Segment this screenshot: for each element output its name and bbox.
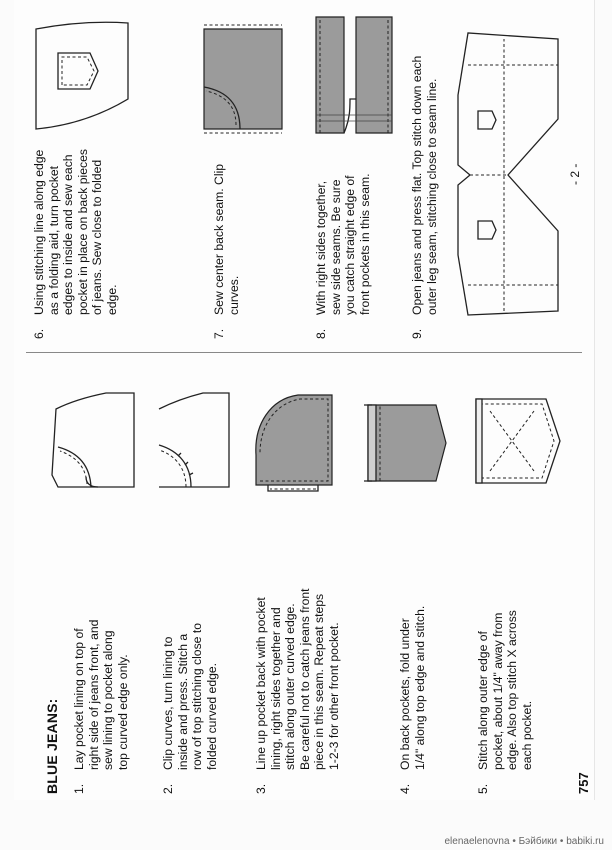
- step-line: row of top stitching close to: [190, 623, 204, 770]
- step-line: front pockets in this seam.: [357, 173, 372, 315]
- step-number: 7.: [212, 328, 226, 339]
- step-line: pocket in place on back pieces: [75, 149, 90, 315]
- step-line: Sew center back seam. Clip: [212, 163, 226, 315]
- step-number: 4.: [398, 783, 412, 794]
- step-line: piece in this seam. Repeat steps: [312, 593, 326, 770]
- step-line: lining, right sides together and: [268, 607, 283, 770]
- page-title: BLUE JEANS:: [44, 698, 60, 794]
- pocket-lining-diagram: [46, 385, 141, 495]
- step-line: sew side seams. Be sure: [328, 179, 343, 315]
- step-line: Line up pocket back with pocket: [254, 597, 268, 770]
- back-piece-pocket-diagram: [28, 11, 138, 139]
- step-number: 6.: [32, 328, 46, 339]
- right-page: [16, 0, 596, 345]
- step-line: edge. Also top stitch X across: [505, 610, 519, 770]
- step-line: curves.: [226, 275, 241, 315]
- step-line: Using stitching line along edge: [32, 149, 46, 315]
- site-watermark: elenaelenovna • Бэйбики • babiki.ru: [444, 836, 604, 847]
- left-page: [16, 360, 596, 800]
- open-jeans-diagram: [448, 25, 568, 325]
- step-line: stitch along outer curved edge.: [283, 603, 297, 770]
- step-line: Be careful not to catch jeans front: [297, 588, 312, 770]
- page-fold-divider: [26, 352, 582, 353]
- clipped-curve-diagram: [151, 385, 236, 495]
- step-line: Open jeans and press flat. Top stitch down each: [410, 55, 424, 315]
- step-line: each pocket.: [519, 700, 534, 770]
- step-number: 3.: [254, 783, 268, 794]
- step-line: top curved edge only.: [115, 654, 130, 770]
- center-back-seam-diagram: [196, 11, 292, 139]
- page-number-right: - 2 -: [568, 163, 582, 185]
- step-line: folded curved edge.: [204, 662, 219, 770]
- page-number-left: 757: [576, 772, 591, 794]
- step-line: With right sides together,: [314, 180, 328, 315]
- step-line: right side of jeans front, and: [86, 619, 101, 770]
- step-line: On back pockets, fold under: [398, 618, 412, 770]
- step-line: 1/4" along top edge and stitch.: [412, 605, 427, 770]
- step-line: of jeans. Sew close to folded: [90, 159, 104, 315]
- step-number: 1.: [72, 783, 86, 794]
- step-line: outer leg seam, stitching close to seam line.: [424, 78, 439, 315]
- step-line: edges to inside and sew each: [61, 154, 75, 315]
- step-number: 2.: [161, 783, 175, 794]
- step-line: inside and press. Stitch a: [175, 633, 190, 770]
- side-seams-diagram: [306, 11, 402, 139]
- step-line: 1-2-3 for other front pocket.: [326, 622, 341, 770]
- step-line: edge.: [104, 284, 119, 315]
- step-line: as a folding aid, turn pocket: [46, 165, 61, 315]
- step-line: pocket, about 1/4" away from: [490, 612, 505, 770]
- back-pocket-fold-diagram: [360, 385, 450, 495]
- step-number: 5.: [476, 783, 490, 794]
- step-number: 8.: [314, 328, 328, 339]
- step-line: Lay pocket lining on top of: [72, 628, 86, 770]
- back-pocket-x-stitch-diagram: [468, 385, 568, 495]
- step-line: Stitch along outer edge of: [476, 631, 490, 770]
- step-line: you catch straight edge of: [343, 175, 357, 315]
- step-number: 9.: [410, 328, 424, 339]
- step-line: sew lining to pocket along: [101, 630, 115, 770]
- step-line: Clip curves, turn lining to: [161, 636, 175, 770]
- rotated-booklet-spread: [16, 0, 596, 800]
- pocket-back-diagram: [248, 385, 338, 495]
